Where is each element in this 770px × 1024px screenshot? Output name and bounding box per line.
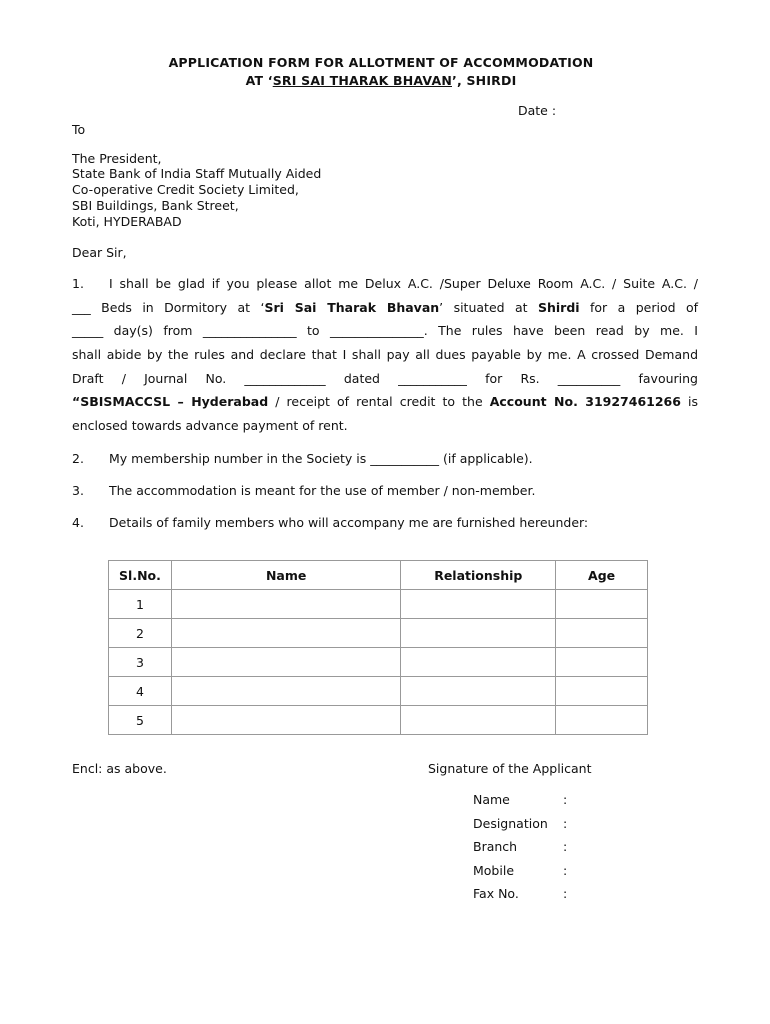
age-cell[interactable] [556,619,648,648]
relationship-cell[interactable] [401,590,556,619]
name-cell[interactable] [171,619,400,648]
para1-line2 [72,300,698,315]
family-members-table [108,560,648,735]
para1-line1: I shall be glad if you please allot me Delux A.C. /Super Deluxe Room A.C. / Suite A.C. / [109,276,698,291]
title-prefix: AT ‘ [245,73,273,88]
header-relationship: Relationship [401,561,556,590]
row-number: 4 [109,677,172,706]
para1-text: / receipt of rental credit to the [268,394,490,409]
signature-field-label: Name [473,792,510,807]
para1-bold-text: Sri Sai Tharak Bhavan [264,300,440,315]
item-number: 4. [72,515,84,530]
form-title-line1: APPLICATION FORM FOR ALLOTMENT OF ACCOMMODATION [168,55,594,70]
item-number: 3. [72,483,84,498]
para1-line5: Draft / Journal No. _____________ dated ___________ for Rs. __________ favouring [72,371,698,386]
salutation: Dear Sir, [72,245,127,260]
item-number: 2. [72,451,84,466]
row-number: 3 [109,648,172,677]
address-line: SBI Buildings, Bank Street, [72,198,239,213]
row-number: 5 [109,706,172,735]
signature-field-label: Designation [473,816,548,831]
relationship-cell[interactable] [401,677,556,706]
table-header-row [109,561,648,590]
para1-line6 [72,394,698,409]
age-cell[interactable] [556,677,648,706]
signature-field-colon: : [563,839,568,854]
signature-field-colon: : [563,816,568,831]
para1-text: for a period of [579,300,698,315]
address-line: The President, [72,151,162,166]
signature-title: Signature of the Applicant [428,761,592,776]
age-cell[interactable] [556,648,648,677]
table-row [109,619,648,648]
name-cell[interactable] [171,706,400,735]
table-row [109,648,648,677]
row-number: 2 [109,619,172,648]
signature-field-label: Fax No. [473,886,519,901]
to-label: To [72,122,86,137]
table-row [109,590,648,619]
item-text: Details of family members who will accompany me are furnished hereunder: [109,515,589,530]
header-age: Age [556,561,648,590]
date-label: Date : [518,103,557,118]
item-text: My membership number in the Society is ___________ (if applicable). [109,451,533,466]
item-text: The accommodation is meant for the use of member / non-member. [109,483,536,498]
relationship-cell[interactable] [401,619,556,648]
para1-line7: enclosed towards advance payment of rent. [72,418,348,433]
header-slno: Sl.No. [109,561,172,590]
name-cell[interactable] [171,590,400,619]
relationship-cell[interactable] [401,706,556,735]
relationship-cell[interactable] [401,648,556,677]
header-name: Name [171,561,400,590]
address-line: State Bank of India Staff Mutually Aided [72,166,322,181]
para1-line4: shall abide by the rules and declare that I shall pay all dues payable by me. A crossed Demand [72,347,698,362]
signature-field-colon: : [563,792,568,807]
title-suffix: ’, SHIRDI [452,73,517,88]
para1-line3: _____ day(s) from _______________ to _______________. The rules have been read by me. I [72,323,698,338]
title-place: SRI SAI THARAK BHAVAN [272,73,452,88]
name-cell[interactable] [171,648,400,677]
para1-text: is [680,394,698,409]
form-title-line2 [0,73,762,88]
age-cell[interactable] [556,590,648,619]
signature-field-colon: : [563,886,568,901]
para1-number: 1. [72,276,84,291]
signature-field-colon: : [563,863,568,878]
enclosure-note: Encl: as above. [72,761,167,776]
para1-bold-text: Account No. 31927461266 [489,394,681,409]
address-line: Koti, HYDERABAD [72,214,182,229]
para1-text: ___ Beds in Dormitory at ‘ [72,300,265,315]
para1-text: ’ situated at [439,300,538,315]
row-number: 1 [109,590,172,619]
signature-field-label: Branch [473,839,518,854]
para1-bold-text: “SBISMACCSL – Hyderabad [72,394,269,409]
signature-field-label: Mobile [473,863,515,878]
table-row [109,706,648,735]
para1-bold-text: Shirdi [537,300,580,315]
name-cell[interactable] [171,677,400,706]
table-row [109,677,648,706]
age-cell[interactable] [556,706,648,735]
address-line: Co-operative Credit Society Limited, [72,182,299,197]
